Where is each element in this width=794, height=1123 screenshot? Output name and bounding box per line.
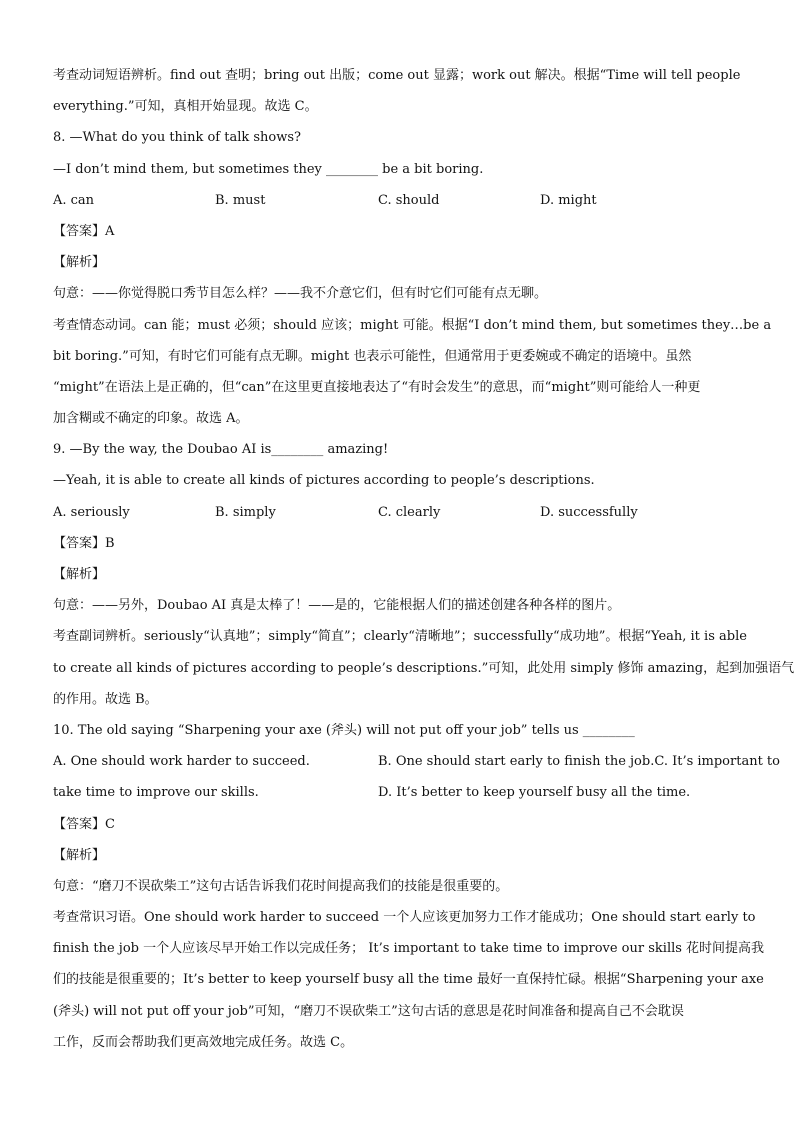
explanation-line: 句意：“磨刀不误砍柴工”这句古话告诉我们花时间提高我们的技能是很重要的。 (53, 878, 509, 894)
question-9-options (53, 497, 743, 528)
explanation-line: 的作用。故选 B。 (53, 691, 158, 707)
explanation-line: 句意：——另外，Doubao AI 真是太棒了！——是的，它能根据人们的描述创建各种各样的图片。 (53, 598, 621, 614)
explanation-line: (斧头) will not put off your job”可知，“磨刀不误砍柴工”这句古话的意思是花时间准备和提高自己不会耽误 (53, 1003, 684, 1019)
option-c: C. should (378, 192, 440, 208)
question-8-options (53, 185, 743, 216)
question-10-options-row2 (53, 777, 743, 808)
text-line: everything.”可知，真相开始显现。故选 C。 (53, 99, 318, 115)
question-9-stem: 9. —By the way, the Doubao AI is________ amazing! (53, 442, 389, 458)
explanation-line: 们的技能是很重要的；It’s better to keep yourself busy all the time 最好一直保持忙碌。根据“Sharpening your axe (53, 972, 764, 988)
question-9-reply: —Yeah, it is able to create all kinds of pictures according to people’s descriptions. (53, 473, 595, 489)
explanation-line: finish the job 一个人应该尽早开始工作以完成任务； It’s important to take time to improve our skills 花时间提高我 (53, 941, 765, 957)
option-d: D. It’s better to keep yourself busy all the time. (378, 785, 691, 801)
option-c-continued: take time to improve our skills. (53, 785, 259, 801)
answer-label: 【答案】A (53, 223, 115, 239)
option-a: A. can (53, 192, 95, 208)
explanation-line: 考查情态动词。can 能；must 必须；should 应该；might 可能。根据“I don’t mind them, but sometimes they…be a (53, 317, 772, 333)
explanation-line: 工作，反而会帮助我们更高效地完成任务。故选 C。 (53, 1034, 354, 1050)
question-10-options-row1 (53, 746, 780, 777)
explanation-line: to create all kinds of pictures according to people’s descriptions.”可知，此处用 simply 修饰 amazing，起到加强语气 (53, 660, 794, 676)
explanation-line: 考查副词辨析。seriously“认真地”；simply“简直”；clearly“清晰地”；successfully“成功地”。根据“Yeah, it is able (53, 629, 747, 645)
question-10-stem: 10. The old saying “Sharpening your axe (斧头) will not put off your job” tells us ________ (53, 722, 635, 738)
option-d: D. successfully (540, 504, 638, 520)
text-line: 考查动词短语辨析。find out 查明；bring out 出版；come out 显露；work out 解决。根据“Time will tell people (53, 68, 741, 83)
question-8-stem: 8. —What do you think of talk shows? (53, 130, 302, 146)
explanation-line: bit boring.”可知，有时它们可能有点无聊。might 也表示可能性，但通常用于更委婉或不确定的语境中。虽然 (53, 348, 692, 364)
option-c: C. clearly (378, 504, 441, 520)
explanation-line: 句意：——你觉得脱口秀节目怎么样？——我不介意它们，但有时它们可能有点无聊。 (53, 286, 548, 302)
option-b-c: B. One should start early to finish the job.C. It’s important to (378, 754, 780, 770)
analysis-label: 【解析】 (53, 255, 106, 271)
analysis-label: 【解析】 (53, 847, 106, 863)
answer-label: 【答案】C (53, 816, 115, 832)
explanation-line: 加含糊或不确定的印象。故选 A。 (53, 411, 249, 427)
analysis-label: 【解析】 (53, 567, 106, 582)
option-d: D. might (540, 192, 597, 208)
explanation-line: 考查常识习语。One should work harder to succeed 一个人应该更加努力工作才能成功；One should start early to (53, 910, 756, 926)
option-a: A. One should work harder to succeed. (53, 754, 310, 770)
explanation-line: “might”在语法上是正确的，但“can”在这里更直接地表达了“有时会发生”的意思，而“might”则可能给人一种更 (53, 379, 701, 395)
answer-label: 【答案】B (53, 535, 115, 551)
option-a: A. seriously (53, 504, 130, 520)
option-b: B. simply (215, 504, 276, 520)
option-b: B. must (215, 192, 266, 208)
question-8-reply: —I don’t mind them, but sometimes they ________ be a bit boring. (53, 161, 484, 177)
document-page (53, 60, 794, 1058)
